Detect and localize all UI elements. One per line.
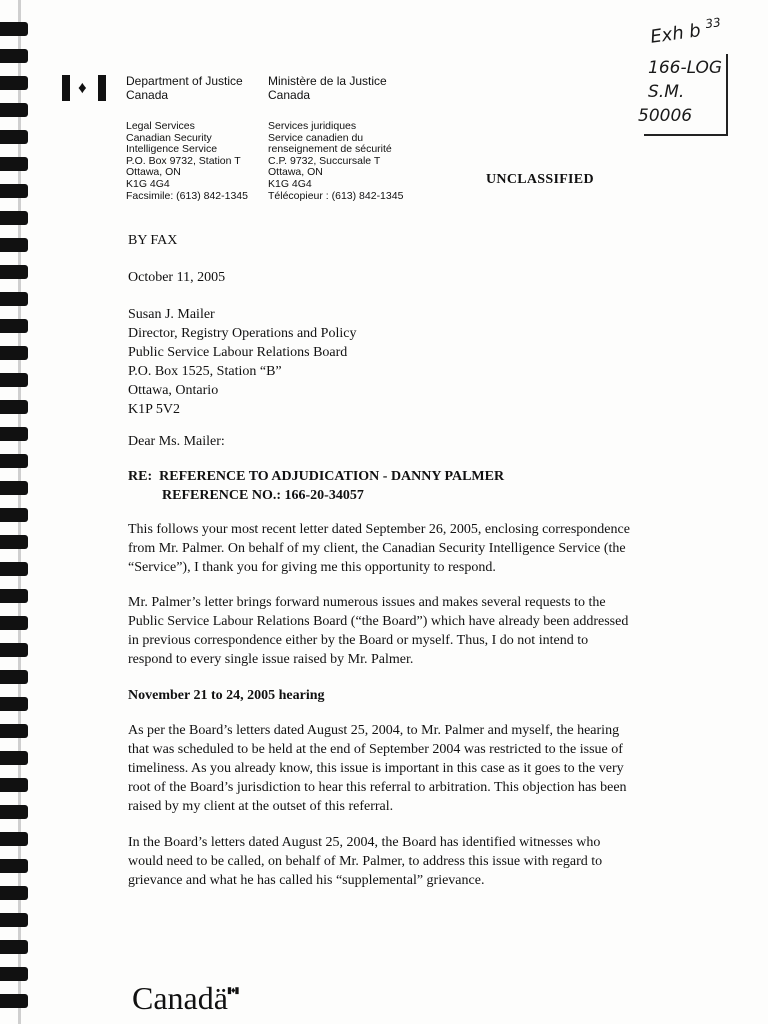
paragraph-line: raised by my client at the outset of this referral. bbox=[128, 799, 394, 814]
recipient-line: K1P 5V2 bbox=[128, 402, 180, 417]
stamp-line: 166-LOG bbox=[648, 58, 723, 78]
department-english bbox=[126, 74, 243, 102]
paragraph-line: respond to every single issue raised by Mr. Palmer. bbox=[128, 652, 414, 667]
binding-hole bbox=[0, 238, 28, 252]
binding-hole bbox=[0, 103, 28, 117]
binding-hole bbox=[0, 211, 28, 225]
recipient-line: Ottawa, Ontario bbox=[128, 383, 219, 398]
delivery-method: BY FAX bbox=[128, 233, 178, 248]
wordmark-flag-icon: ▮♦▮ bbox=[227, 985, 239, 995]
address-en-line: Intelligence Service bbox=[126, 143, 218, 156]
address-en-line: Facsimile: (613) 842-1345 bbox=[126, 189, 248, 202]
address-en-line: Legal Services bbox=[126, 120, 195, 132]
paragraph-line: root of the Board’s jurisdiction to hear this referral to arbitration. This objection has been bbox=[128, 780, 627, 795]
paragraph-line: As per the Board’s letters dated August 25, 2004, to Mr. Palmer and myself, the hearing bbox=[128, 723, 620, 738]
paragraph-line: “Service”), I thank you for giving me this opportunity to respond. bbox=[128, 560, 496, 575]
binding-hole bbox=[0, 157, 28, 171]
paragraph-line: from Mr. Palmer. On behalf of my client, the Canadian Security Intelligence Service (the bbox=[128, 541, 626, 556]
canada-wordmark: Canadä bbox=[132, 980, 228, 1016]
binding-hole bbox=[0, 49, 28, 63]
binding-hole bbox=[0, 751, 28, 765]
paragraph-4 bbox=[128, 833, 688, 890]
binding-hole bbox=[0, 859, 28, 873]
binding-hole bbox=[0, 292, 28, 306]
binding-hole bbox=[0, 400, 28, 414]
binding-hole bbox=[0, 22, 28, 36]
address-en-line: K1G 4G4 bbox=[126, 177, 170, 190]
binding-hole bbox=[0, 346, 28, 360]
paragraph-line: that was scheduled to be held at the end of September 2004 was restricted to the issue of bbox=[128, 742, 623, 757]
binding-hole bbox=[0, 481, 28, 495]
paragraph-line: grievance and what he has called his “supplemental” grievance. bbox=[128, 873, 485, 888]
dept-en-line: Canada bbox=[126, 88, 169, 102]
binding-hole bbox=[0, 130, 28, 144]
paragraph-line: in previous correspondence either by the Board or myself. Thus, I do not intend to bbox=[128, 633, 589, 648]
binding-hole bbox=[0, 76, 28, 90]
section-heading: November 21 to 24, 2005 hearing bbox=[128, 688, 325, 703]
salutation: Dear Ms. Mailer: bbox=[128, 434, 225, 449]
binding-hole bbox=[0, 454, 28, 468]
binding-hole bbox=[0, 967, 28, 981]
binding-hole bbox=[0, 265, 28, 279]
paragraph-line: Public Service Labour Relations Board (“the Board”) which have already been addressed bbox=[128, 614, 629, 629]
binding-hole bbox=[0, 670, 28, 684]
paragraph-1 bbox=[128, 520, 688, 577]
address-fr-line: Services juridiques bbox=[268, 120, 357, 132]
maple-leaf-icon: ♦ bbox=[78, 78, 87, 97]
address-french bbox=[268, 121, 403, 202]
address-english bbox=[126, 121, 248, 202]
address-en-line: Canadian Security bbox=[126, 131, 212, 144]
binding-hole bbox=[0, 427, 28, 441]
binding-hole bbox=[0, 373, 28, 387]
dept-fr-line: Canada bbox=[268, 88, 311, 102]
reference-title: REFERENCE TO ADJUDICATION - DANNY PALMER bbox=[159, 469, 505, 484]
binding-hole bbox=[0, 319, 28, 333]
binding-hole bbox=[0, 697, 28, 711]
exhibit-label: Exh b bbox=[649, 20, 703, 48]
re-prefix: RE: bbox=[128, 469, 153, 484]
address-fr-line: Service canadien du bbox=[268, 131, 364, 144]
binding-hole bbox=[0, 184, 28, 198]
binding-hole bbox=[0, 589, 28, 603]
flag-bar-left bbox=[62, 75, 70, 101]
recipient-address bbox=[128, 305, 688, 419]
binding-hole bbox=[0, 778, 28, 792]
binding-hole bbox=[0, 724, 28, 738]
reference-block bbox=[128, 467, 688, 505]
stamp-line: 50006 bbox=[638, 106, 693, 126]
address-en-line: Ottawa, ON bbox=[126, 166, 181, 179]
dept-fr-line: Ministère de la Justice bbox=[268, 74, 387, 88]
recipient-line: Susan J. Mailer bbox=[128, 307, 215, 322]
binding-hole bbox=[0, 562, 28, 576]
binding-hole bbox=[0, 832, 28, 846]
reference-number: REFERENCE NO.: 166-20-34057 bbox=[162, 488, 364, 503]
address-fr-line: C.P. 9732, Succursale T bbox=[268, 154, 381, 167]
classification-label: UNCLASSIFIED bbox=[486, 172, 594, 187]
binding-hole bbox=[0, 913, 28, 927]
canada-flag-logo bbox=[60, 75, 110, 101]
stamp-line: S.M. bbox=[648, 82, 685, 102]
binding-hole bbox=[0, 994, 28, 1008]
recipient-line: Public Service Labour Relations Board bbox=[128, 345, 348, 360]
binding-hole bbox=[0, 643, 28, 657]
address-fr-line: renseignement de sécurité bbox=[268, 143, 392, 156]
paragraph-line: Mr. Palmer’s letter brings forward numerous issues and makes several requests to the bbox=[128, 595, 606, 610]
recipient-line: Director, Registry Operations and Policy bbox=[128, 326, 357, 341]
address-fr-line: K1G 4G4 bbox=[268, 177, 312, 190]
dept-en-line: Department of Justice bbox=[126, 74, 243, 88]
exhibit-stamp bbox=[636, 15, 746, 140]
spiral-binding bbox=[0, 0, 30, 1024]
binding-hole bbox=[0, 535, 28, 549]
paragraph-3 bbox=[128, 721, 688, 816]
binding-hole bbox=[0, 940, 28, 954]
letter-date: October 11, 2005 bbox=[128, 270, 226, 285]
paragraph-line: would need to be called, on behalf of Mr. Palmer, to address this issue with regard to bbox=[128, 854, 603, 869]
address-fr-line: Ottawa, ON bbox=[268, 166, 323, 179]
paragraph-line: This follows your most recent letter dated September 26, 2005, enclosing correspondence bbox=[128, 522, 630, 537]
binding-hole bbox=[0, 616, 28, 630]
paragraph-2 bbox=[128, 593, 688, 669]
exhibit-number: 33 bbox=[704, 15, 722, 32]
address-en-line: P.O. Box 9732, Station T bbox=[126, 154, 241, 167]
address-fr-line: Télécopieur : (613) 842-1345 bbox=[268, 189, 404, 202]
flag-bar-right bbox=[98, 75, 106, 101]
paragraph-line: timeliness. As you already know, this issue is important in this case as it goes to the very bbox=[128, 761, 624, 776]
binding-hole bbox=[0, 508, 28, 522]
binding-hole bbox=[0, 886, 28, 900]
recipient-line: P.O. Box 1525, Station “B” bbox=[128, 364, 282, 379]
department-french bbox=[268, 74, 387, 102]
binding-hole bbox=[0, 805, 28, 819]
paragraph-line: In the Board’s letters dated August 25, 2004, the Board has identified witnesses who bbox=[128, 835, 601, 850]
exhibit-handwriting bbox=[649, 15, 723, 48]
